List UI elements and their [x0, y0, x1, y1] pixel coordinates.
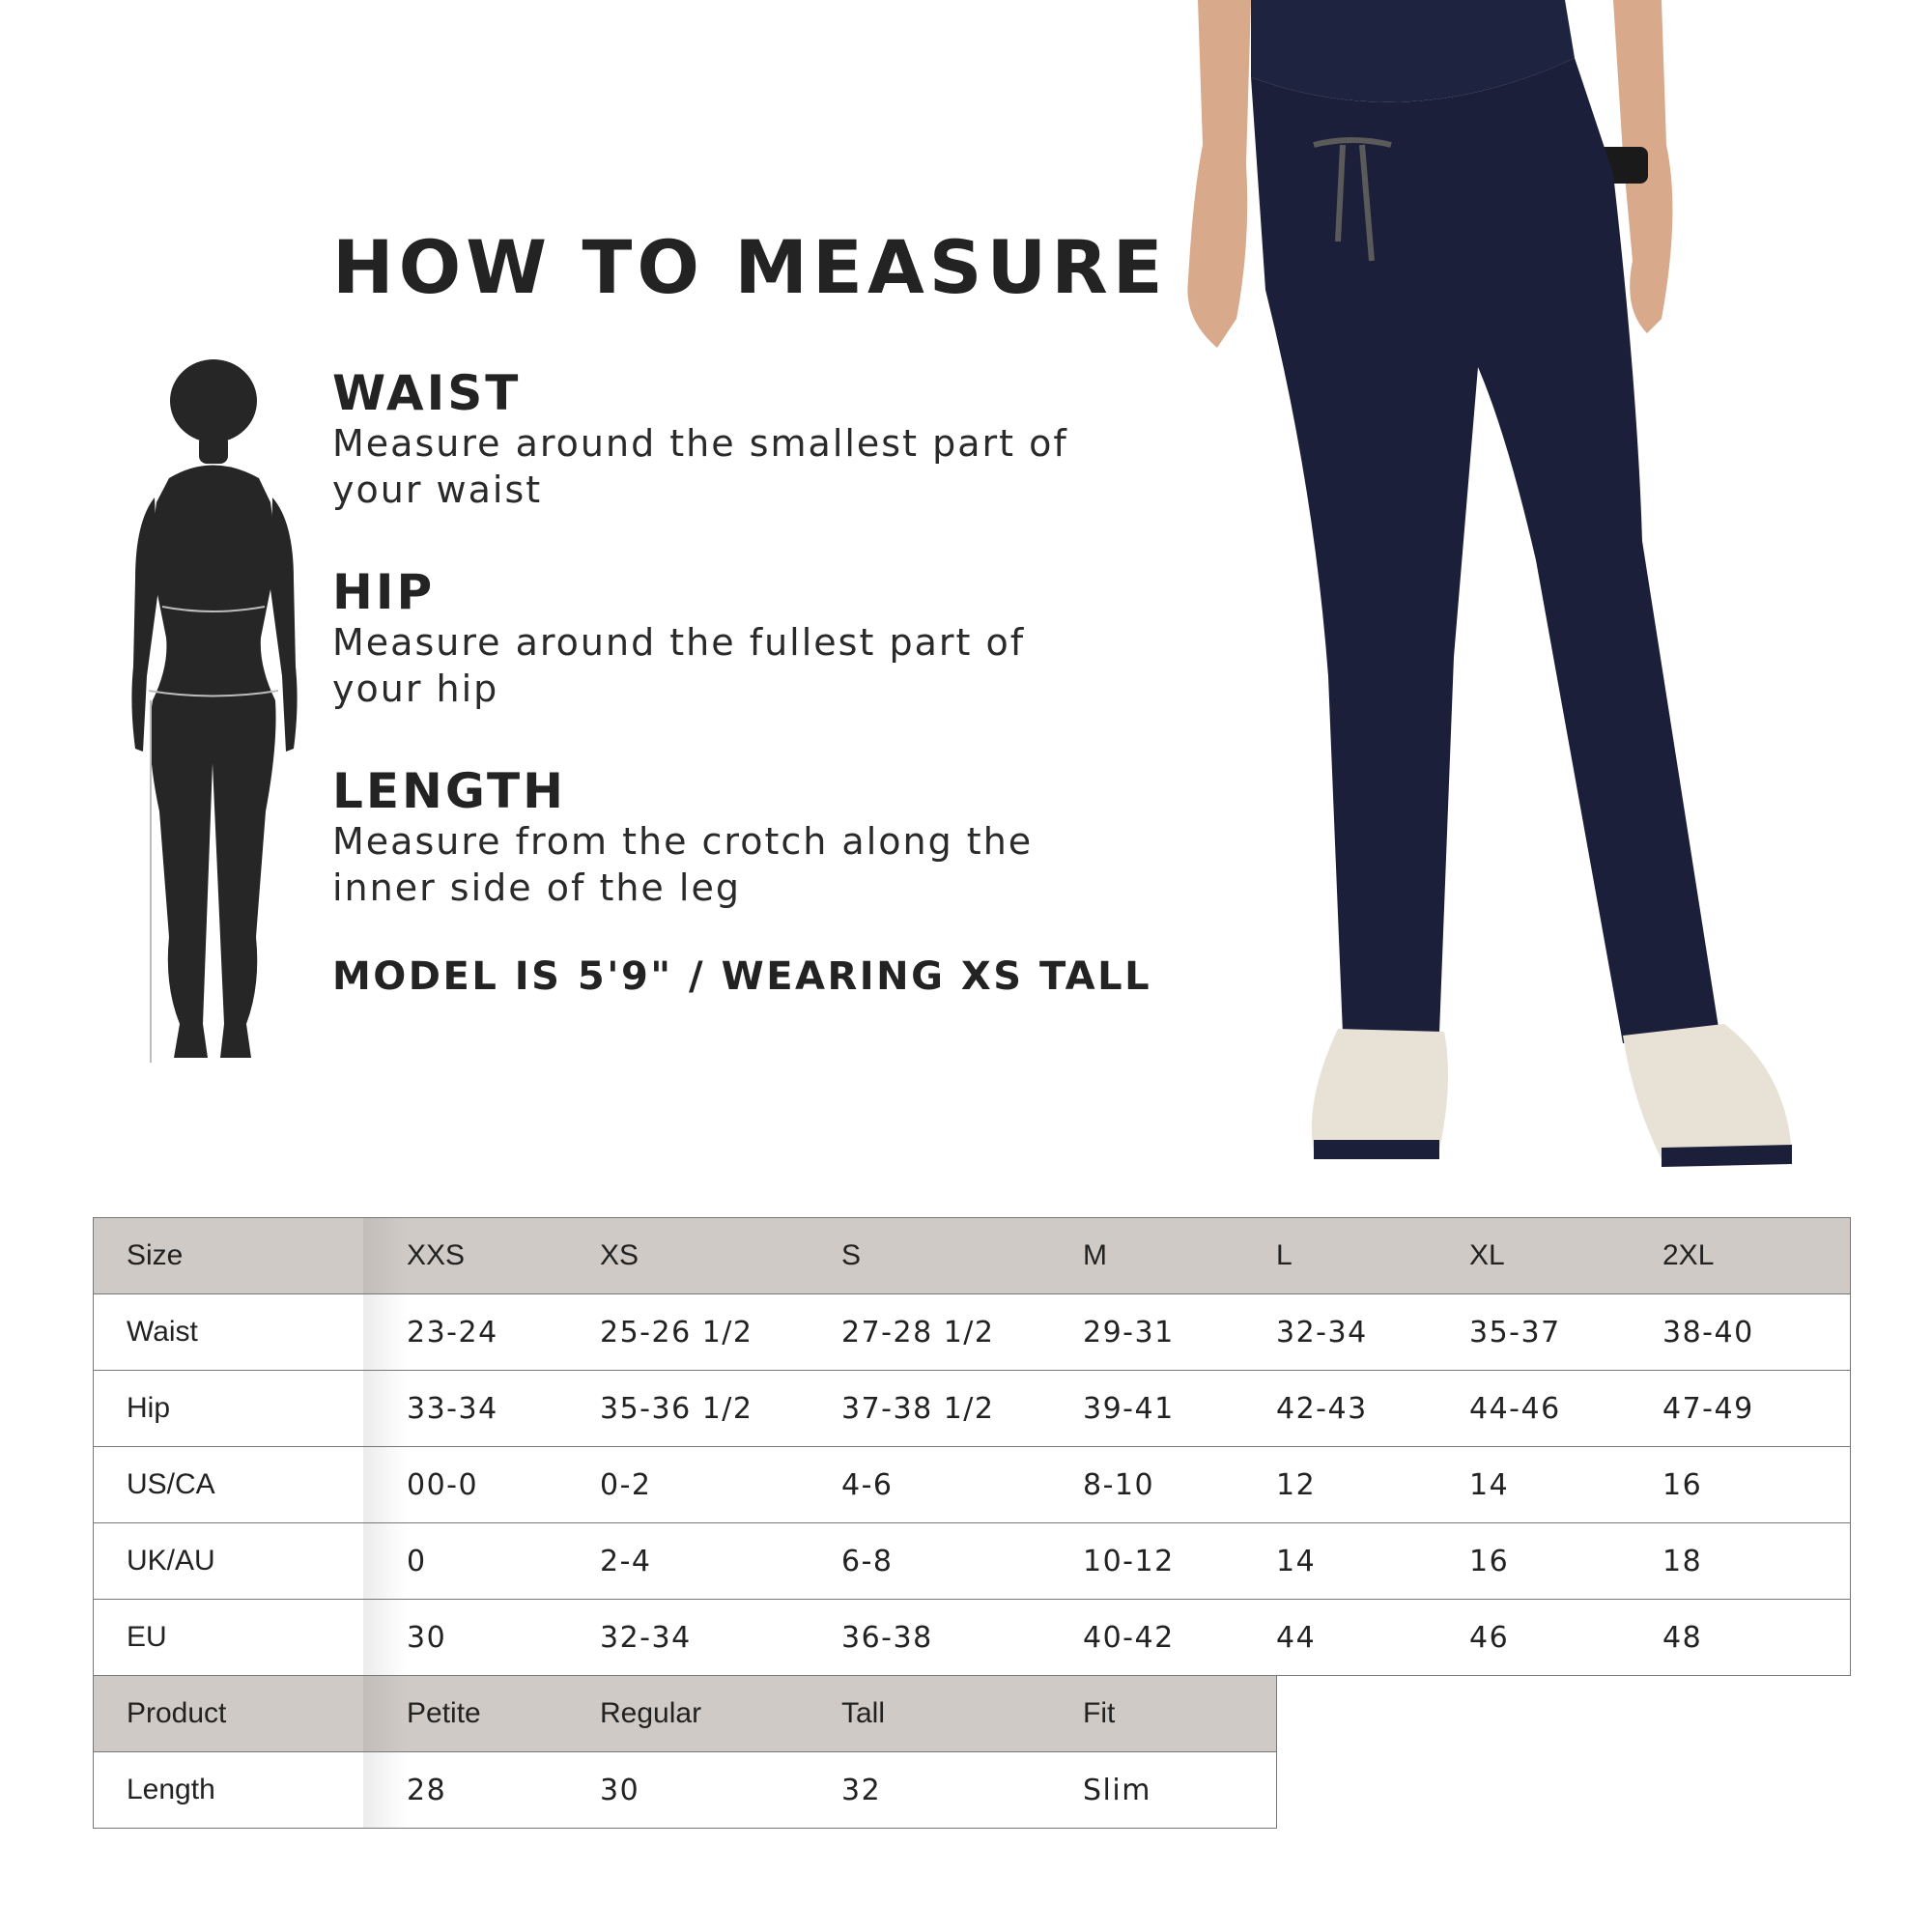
table-cell: 46 [1469, 1600, 1662, 1676]
table-cell: 32 [841, 1752, 1083, 1829]
hip-title: HIP [332, 564, 436, 620]
hip-description: Measure around the fullest part of your hip [332, 621, 1026, 710]
product-header-cell: Tall [841, 1676, 1083, 1752]
size-header-cell: L [1276, 1218, 1469, 1294]
table-cell: 4-6 [841, 1447, 1083, 1523]
table-cell: 14 [1276, 1523, 1469, 1600]
waist-description: Measure around the smallest part of your waist [332, 422, 1068, 511]
table-cell: 47-49 [1662, 1371, 1851, 1447]
table-cell: 35-36 1/2 [600, 1371, 841, 1447]
size-header-cell: 2XL [1662, 1218, 1851, 1294]
size-header-cell: XL [1469, 1218, 1662, 1294]
row-label: Waist [94, 1294, 364, 1371]
table-cell: 48 [1662, 1600, 1851, 1676]
table-cell: 16 [1662, 1447, 1851, 1523]
table-cell: 18 [1662, 1523, 1851, 1600]
product-header-cell: Fit [1083, 1676, 1276, 1752]
row-shade [363, 1600, 407, 1676]
row-label: Hip [94, 1371, 364, 1447]
row-label: US/CA [94, 1447, 364, 1523]
table-cell: 37-38 1/2 [841, 1371, 1083, 1447]
table-cell: 33-34 [407, 1371, 600, 1447]
table-cell: 10-12 [1083, 1523, 1276, 1600]
table-cell: 6-8 [841, 1523, 1083, 1600]
table-cell: 44 [1276, 1600, 1469, 1676]
table-row [94, 1371, 1851, 1447]
row-shade [363, 1294, 407, 1371]
table-cell: 32-34 [1276, 1294, 1469, 1371]
row-label: EU [94, 1600, 364, 1676]
row-shade [363, 1523, 407, 1600]
table-cell: Slim [1083, 1752, 1276, 1829]
table-row [94, 1294, 1851, 1371]
table-row [94, 1447, 1851, 1523]
row-shade [363, 1676, 407, 1752]
table-cell: 36-38 [841, 1600, 1083, 1676]
table-cell: 29-31 [1083, 1294, 1276, 1371]
length-title: LENGTH [332, 763, 566, 819]
table-cell: 30 [407, 1600, 600, 1676]
size-chart-table [93, 1217, 1851, 1829]
length-description: Measure from the crotch along the inner side of the leg [332, 820, 1034, 909]
table-cell: 14 [1469, 1447, 1662, 1523]
table-cell: 16 [1469, 1523, 1662, 1600]
row-label: UK/AU [94, 1523, 364, 1600]
size-header-cell: XXS [407, 1218, 600, 1294]
table-cell: 30 [600, 1752, 841, 1829]
size-header-cell: M [1083, 1218, 1276, 1294]
table-row [94, 1600, 1851, 1676]
page-title: HOW TO MEASURE [332, 224, 1168, 310]
table-cell: 38-40 [1662, 1294, 1851, 1371]
table-cell: 32-34 [600, 1600, 841, 1676]
table-cell: 12 [1276, 1447, 1469, 1523]
empty-cell [1276, 1752, 1851, 1829]
product-header-cell: Petite [407, 1676, 600, 1752]
table-cell: 0 [407, 1523, 600, 1600]
table-cell: 35-37 [1469, 1294, 1662, 1371]
table-cell: 25-26 1/2 [600, 1294, 841, 1371]
model-note: MODEL IS 5'9" / WEARING XS TALL [332, 954, 1152, 999]
table-cell: 42-43 [1276, 1371, 1469, 1447]
body-silhouette-icon [116, 357, 328, 1072]
table-row [94, 1752, 1851, 1829]
row-shade [363, 1752, 407, 1829]
table-cell: 40-42 [1083, 1600, 1276, 1676]
table-cell: 27-28 1/2 [841, 1294, 1083, 1371]
product-header-label: Product [94, 1676, 364, 1752]
size-header-label: Size [94, 1218, 364, 1294]
product-header-row [94, 1676, 1851, 1752]
table-cell: 28 [407, 1752, 600, 1829]
table-cell: 0-2 [600, 1447, 841, 1523]
waist-title: WAIST [332, 365, 522, 421]
row-shade [363, 1218, 407, 1294]
size-header-row [94, 1218, 1851, 1294]
table-cell: 23-24 [407, 1294, 600, 1371]
table-row [94, 1523, 1851, 1600]
row-label: Length [94, 1752, 364, 1829]
size-header-cell: S [841, 1218, 1083, 1294]
table-cell: 00-0 [407, 1447, 600, 1523]
product-header-cell: Regular [600, 1676, 841, 1752]
empty-cell [1276, 1676, 1851, 1752]
row-shade [363, 1447, 407, 1523]
table-cell: 44-46 [1469, 1371, 1662, 1447]
row-shade [363, 1371, 407, 1447]
model-photo [1159, 0, 1835, 1179]
table-cell: 8-10 [1083, 1447, 1276, 1523]
size-header-cell: XS [600, 1218, 841, 1294]
table-cell: 39-41 [1083, 1371, 1276, 1447]
table-cell: 2-4 [600, 1523, 841, 1600]
